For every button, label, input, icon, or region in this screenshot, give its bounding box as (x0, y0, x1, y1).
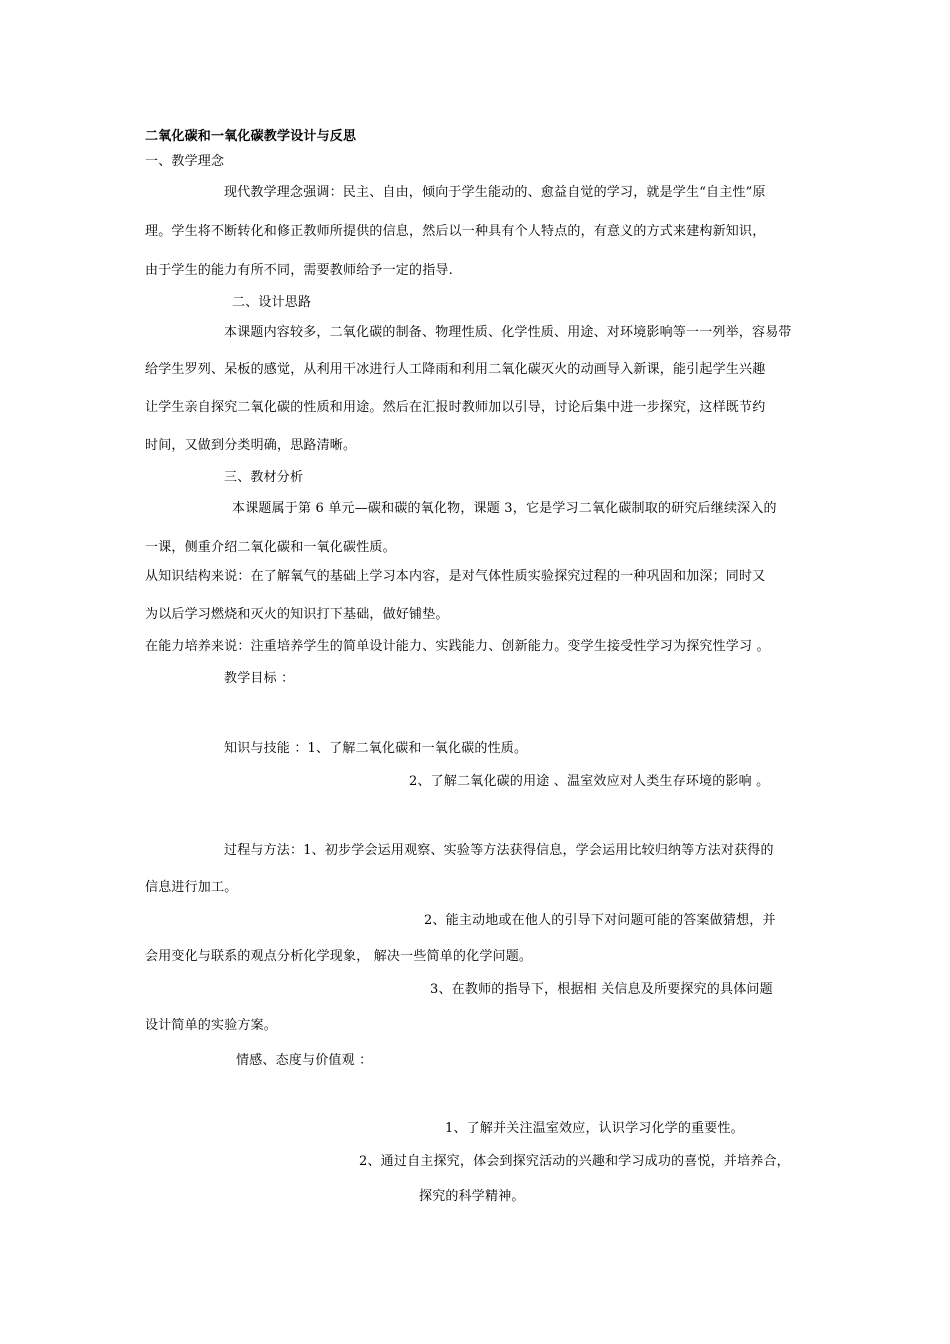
section3-line-2: 一课，侧重介绍二氧化碳和一氧化碳性质。 (145, 540, 396, 555)
section3-heading: 三、教材分析 (224, 470, 304, 485)
section1-line-2: 理。学生将不断转化和修正教师所提供的信息，然后以一种具有个人特点的，有意义的方式来建构新知识， (145, 224, 766, 239)
goals-heading: 教学目标 ： (224, 671, 295, 686)
process-line-3: 2、能主动地或在他人的引导下对问题可能的答案做猜想，并 (424, 913, 776, 928)
section3-line-3: 从知识结构来说：在了解氧气的基础上学习本内容，是对气体性质实验探究过程的一种巩固和加深；同时又 (145, 569, 766, 584)
process-line-1: 过程与方法：1、初步学会运用观察、实验等方法获得信息，学会运用比较归纳等方法对获得的 (224, 843, 774, 858)
section3-line-4: 为以后学习燃烧和灭火的知识打下基础，做好铺垫。 (145, 607, 449, 622)
emotion-heading: 情感、态度与价值观 ： (236, 1053, 373, 1068)
emotion-line-3: 探究的科学精神。 (419, 1189, 525, 1204)
section2-line-3: 让学生亲自探究二氧化碳的性质和用途。然后在汇报时教师加以引导，讨论后集中进一步探究，这样既节约 (145, 400, 766, 415)
section2-line-1: 本课题内容较多，二氧化碳的制备、物理性质、化学性质、用途、对环境影响等一一列举，容易带 (224, 325, 792, 340)
section2-heading: 二、设计思路 (232, 295, 312, 310)
knowledge-line-1: 知识与技能 ：1、了解二氧化碳和一氧化碳的性质。 (224, 741, 528, 756)
document-title: 二氧化碳和一氧化碳教学设计与反思 (145, 129, 357, 144)
emotion-line-2: 2、通过自主探究，体会到探究活动的兴趣和学习成功的喜悦，并培养合， (359, 1154, 790, 1169)
section1-line-3: 由于学生的能力有所不同，需要教师给予一定的指导. (145, 263, 453, 278)
section3-line-5: 在能力培养来说：注重培养学生的简单设计能力、实践能力、创新能力。变学生接受性学习为探究性学习 。 (145, 639, 770, 654)
process-line-4: 会用变化与联系的观点分析化学现象， 解决一些简单的化学问题。 (145, 949, 533, 964)
section2-line-2: 给学生罗列、呆板的感觉，从利用干冰进行人工降雨和利用二氧化碳灭火的动画导入新课，能引起学生兴趣 (145, 362, 766, 377)
process-line-2: 信息进行加工。 (145, 880, 238, 895)
section2-line-4: 时间，又做到分类明确，思路清晰。 (145, 438, 357, 453)
section3-line-1: 本课题属于第 6 单元—碳和碳的氧化物，课题 3，它是学习二氧化碳制取的研究后继续深入的 (232, 501, 777, 516)
section1-heading: 一、教学理念 (145, 154, 225, 169)
process-line-6: 设计简单的实验方案。 (145, 1018, 278, 1033)
process-line-5: 3、在教师的指导下，根据相 关信息及所要探究的具体问题 (430, 982, 773, 997)
knowledge-line-2: 2、了解二氧化碳的用途 、温室效应对人类生存环境的影响 。 (409, 774, 770, 789)
section1-line-1: 现代教学理念强调：民主、自由，倾向于学生能动的、愈益自觉的学习，就是学生“自主性”原 (224, 185, 766, 200)
emotion-line-1: 1、了解并关注温室效应，认识学习化学的重要性。 (445, 1121, 744, 1136)
